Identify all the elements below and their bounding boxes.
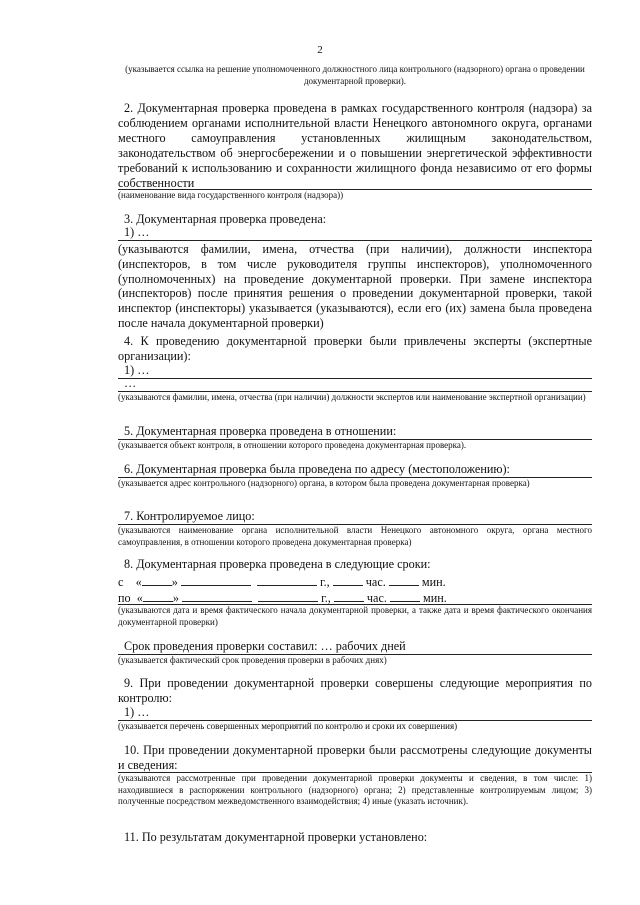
hours-label: час. bbox=[366, 591, 387, 605]
start-month-field[interactable] bbox=[181, 573, 251, 586]
from-label: с bbox=[118, 575, 124, 589]
section-8-note: (указываются дата и время фактического начала документарной проверки, а также дата и время фактического окончания документарной проверки) bbox=[118, 605, 592, 627]
section-6-note: (указывается адрес контрольного (надзорного) органа, в котором была проведена документарная проверка) bbox=[118, 478, 530, 488]
quote-close: » bbox=[172, 591, 179, 605]
start-year-field[interactable] bbox=[257, 573, 317, 586]
section-2-text: 2. Документарная проверка проведена в рамках государственного контроля (надзора) за соблюдением органами исполнительной власти Ненецкого автономного округа, органами местного самоуправления установленных жилищным законодательством, законодательством об энергосбережении и о повышении энергетической эффективности требований к использованию и сохранности жилищного фонда независимо от его формы собственности bbox=[118, 101, 592, 190]
section-3-underline bbox=[118, 240, 592, 241]
section-10-heading: 10. При проведении документарной проверки были рассмотрены следующие документы и сведения: bbox=[118, 743, 592, 772]
section-4-item: 1) … bbox=[124, 363, 150, 377]
section-7-note: (указываются наименование органа исполнительной власти Ненецкого автономного округа, органа местного самоуправления, в отношении которого проведена документарная проверка) bbox=[118, 525, 592, 547]
to-label: по bbox=[118, 591, 131, 605]
section-4-note: (указываются фамилии, имена, отчества (при наличии) должности экспертов или наименование экспертной организации) bbox=[118, 392, 586, 402]
end-minutes-field[interactable] bbox=[390, 589, 420, 602]
quote-open: « bbox=[135, 575, 142, 589]
period-start-row bbox=[118, 573, 446, 590]
year-label: г., bbox=[319, 575, 330, 589]
page-number: 2 bbox=[317, 44, 323, 56]
minutes-label: мин. bbox=[421, 575, 446, 589]
end-month-field[interactable] bbox=[182, 589, 252, 602]
section-8-heading: 8. Документарная проверка проведена в следующие сроки: bbox=[124, 557, 431, 571]
duration-text: Срок проведения проверки составил: … рабочих дней bbox=[124, 639, 406, 653]
section-3-item: 1) … bbox=[124, 225, 150, 239]
section-5-note: (указывается объект контроля, в отношении которого проведена документарная проверка). bbox=[118, 440, 467, 450]
section-7-heading: 7. Контролируемое лицо: bbox=[124, 509, 255, 523]
start-day-field[interactable] bbox=[142, 573, 172, 586]
end-day-field[interactable] bbox=[143, 589, 173, 602]
hours-label: час. bbox=[365, 575, 386, 589]
minutes-label: мин. bbox=[423, 591, 447, 605]
duration-note: (указывается фактический срок проведения проверки в рабочих днях) bbox=[118, 655, 387, 665]
end-year-field[interactable] bbox=[258, 589, 318, 602]
section-11-heading: 11. По результатам документарной проверки установлено: bbox=[124, 830, 428, 844]
start-hours-field[interactable] bbox=[333, 573, 363, 586]
quote-close: » bbox=[171, 575, 178, 589]
section-6-heading: 6. Документарная проверка была проведена по адресу (местоположению): bbox=[124, 462, 510, 476]
quote-open: « bbox=[136, 591, 143, 605]
section-9-note: (указывается перечень совершенных мероприятий по контролю и сроки их совершения) bbox=[118, 721, 458, 731]
section-3-heading: 3. Документарная проверка проведена: bbox=[124, 212, 327, 226]
section-3-note: (указываются фамилии, имена, отчества (при наличии), должности инспектора (инспекторов, в том числе руководителя группы инспекторов), уполномоченного (уполномоченных) на проведение документарной проверки. При замене инспектора (инспекторов) после принятия решения о проведении документарной проверки, такой инспектор (инспекторы) указывается (указываются), если его (их) замена была проведена после начала документарной проверки) bbox=[118, 242, 592, 330]
decision-reference-note: (указывается ссылка на решение уполномоченного должностного лица контрольного (надзорного) органа о проведении документарной проверки). bbox=[125, 64, 585, 86]
section-5-heading: 5. Документарная проверка проведена в отношении: bbox=[124, 424, 397, 438]
section-2-note: (наименование вида государственного контроля (надзора)) bbox=[118, 190, 344, 200]
section-10-note: (указываются рассмотренные при проведении документарной проверки документы и сведения, в том числе: 1) находившиеся в распоряжении контрольного (надзорного) органа; 2) представленные контролируемым лицом; 3) полученные посредством межведомственного взаимодействия; 4) иные (указать источник). bbox=[118, 773, 592, 806]
section-4-item-2: … bbox=[124, 376, 137, 390]
section-9-item: 1) … bbox=[124, 705, 150, 719]
year-label: г., bbox=[321, 591, 331, 605]
start-minutes-field[interactable] bbox=[389, 573, 419, 586]
section-9-heading: 9. При проведении документарной проверки совершены следующие мероприятия по контролю: bbox=[118, 676, 592, 705]
end-hours-field[interactable] bbox=[334, 589, 364, 602]
section-4-heading: 4. К проведению документарной проверки были привлечены эксперты (экспертные организации): bbox=[118, 334, 592, 363]
